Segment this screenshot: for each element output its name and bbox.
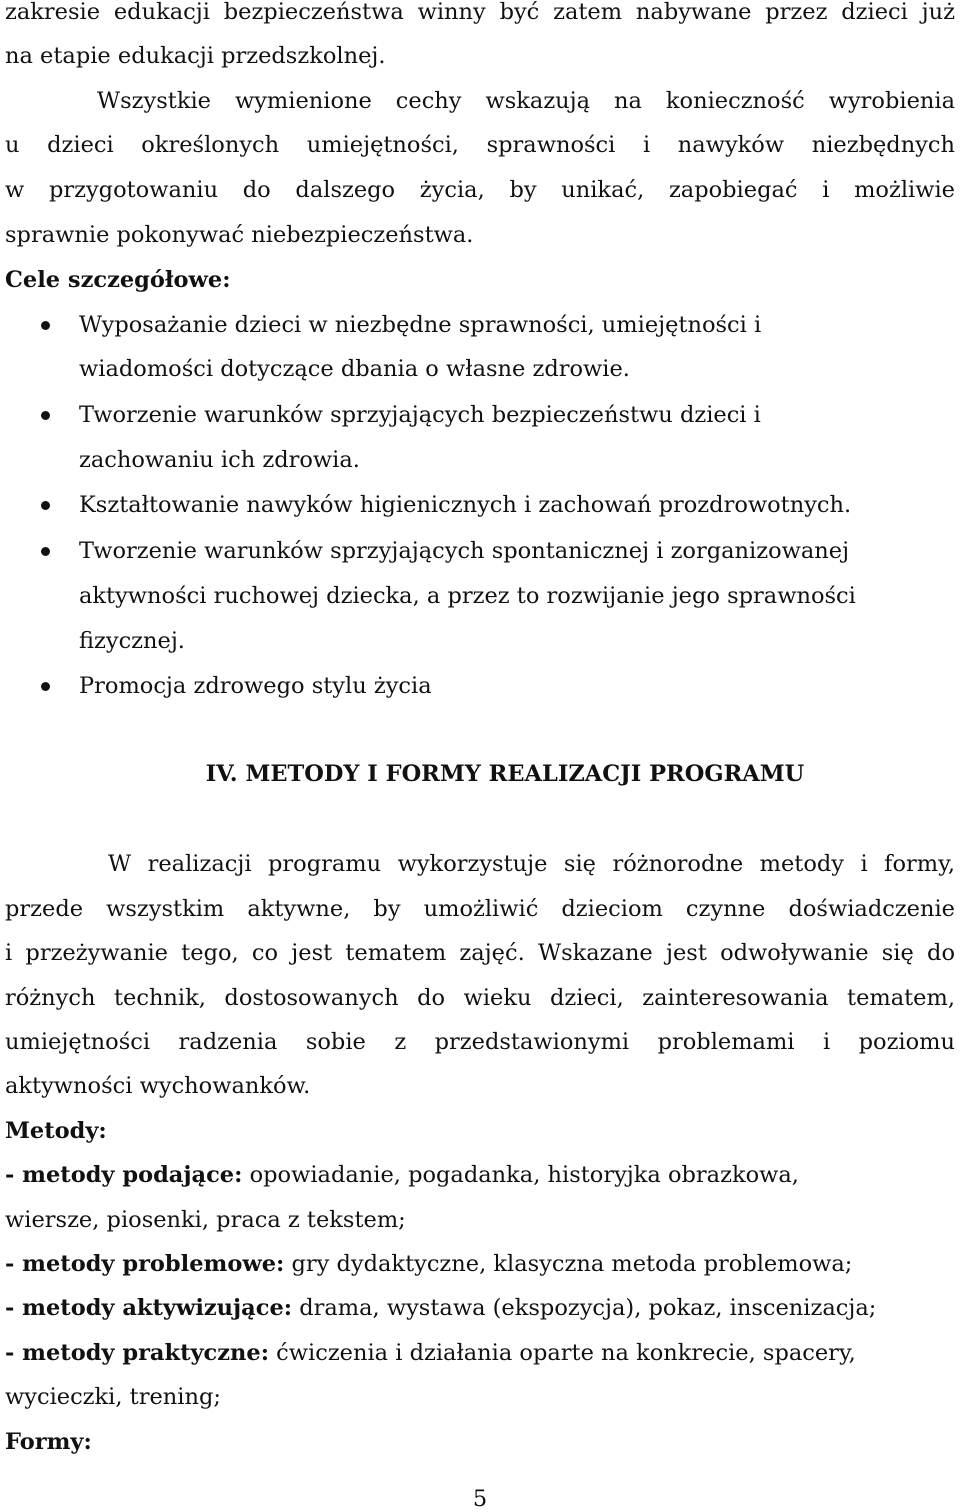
bullet-icon: [41, 321, 50, 330]
method-text: ćwiczenia i działania oparte na konkrecie, spacery,: [269, 1340, 856, 1366]
method-label: metody aktywizujące:: [22, 1295, 293, 1321]
method-item-2-line-1: [5, 1253, 852, 1276]
method-label: metody problemowe:: [22, 1251, 285, 1277]
goal-item-2-line-1: Tworzenie warunków sprzyjających bezpieczeństwu dzieci i: [79, 402, 761, 428]
section-heading: IV. METODY I FORMY REALIZACJI PROGRAMU: [205, 761, 805, 787]
goal-item-4-line-3: fizycznej.: [79, 628, 185, 654]
goal-item-1-line-2: wiadomości dotyczące dbania o własne zdrowie.: [79, 356, 630, 382]
goal-item-2-line-2: zachowaniu ich zdrowia.: [79, 447, 360, 473]
method-dash: -: [5, 1295, 23, 1321]
method-dash: -: [5, 1340, 23, 1366]
goal-item-5-line-1: Promocja zdrowego stylu życia: [79, 673, 432, 699]
paragraph2-line-6: aktywności wychowanków.: [5, 1073, 311, 1099]
method-dash: -: [5, 1162, 23, 1188]
method-item-4-line-2: wycieczki, trening;: [5, 1384, 221, 1410]
goals-heading: Cele szczegółowe:: [5, 267, 231, 293]
page-number: 5: [472, 1486, 488, 1512]
method-text: drama, wystawa (ekspozycja), pokaz, inscenizacja;: [292, 1295, 877, 1321]
paragraph2-line-1: W realizacji programu wykorzystuje się różnorodne metody i formy,: [108, 851, 955, 877]
paragraph2-line-5: umiejętności radzenia sobie z przedstawionymi problemami i poziomu: [5, 1029, 955, 1055]
bullet-icon: [41, 411, 50, 420]
intro-line-2: na etapie edukacji przedszkolnej.: [5, 43, 386, 69]
method-item-1-line-2: wiersze, piosenki, praca z tekstem;: [5, 1207, 406, 1233]
paragraph2-line-4: różnych technik, dostosowanych do wieku dzieci, zainteresowania tematem,: [5, 985, 955, 1011]
paragraph1-line-2: u dzieci określonych umiejętności, sprawności i nawyków niezbędnych: [5, 132, 955, 158]
method-label: metody podające:: [22, 1162, 243, 1188]
methods-heading: Metody:: [5, 1118, 107, 1144]
goal-item-1-line-1: Wyposażanie dzieci w niezbędne sprawności, umiejętności i: [79, 312, 762, 338]
paragraph2-line-2: przede wszystkim aktywne, by umożliwić dzieciom czynne doświadczenie: [5, 896, 955, 922]
bullet-icon: [41, 682, 50, 691]
forms-heading: Formy:: [5, 1429, 92, 1455]
method-text: gry dydaktyczne, klasyczna metoda problemowa;: [284, 1251, 853, 1277]
goal-item-4-line-2: aktywności ruchowej dziecka, a przez to rozwijanie jego sprawności: [79, 583, 856, 609]
paragraph1-line-1: Wszystkie wymienione cechy wskazują na konieczność wyrobienia: [97, 88, 955, 114]
paragraph1-line-3: w przygotowaniu do dalszego życia, by unikać, zapobiegać i możliwie: [5, 177, 955, 203]
intro-line-1: zakresie edukacji bezpieczeństwa winny być zatem nabywane przez dzieci już: [5, 0, 955, 25]
paragraph2-line-3: i przeżywanie tego, co jest tematem zajęć. Wskazane jest odwoływanie się do: [5, 940, 955, 966]
method-label: metody praktyczne:: [22, 1340, 270, 1366]
method-text: opowiadanie, pogadanka, historyjka obrazkowa,: [242, 1162, 799, 1188]
goal-item-3-line-1: Kształtowanie nawyków higienicznych i zachowań prozdrowotnych.: [79, 492, 852, 518]
method-item-4-line-1: [5, 1342, 856, 1365]
method-dash: -: [5, 1251, 23, 1277]
method-item-1-line-1: [5, 1164, 799, 1187]
goal-item-4-line-1: Tworzenie warunków sprzyjających spontanicznej i zorganizowanej: [79, 538, 850, 564]
paragraph1-line-4: sprawnie pokonywać niebezpieczeństwa.: [5, 222, 474, 248]
method-item-3-line-1: [5, 1297, 876, 1320]
bullet-icon: [41, 547, 50, 556]
bullet-icon: [41, 501, 50, 510]
